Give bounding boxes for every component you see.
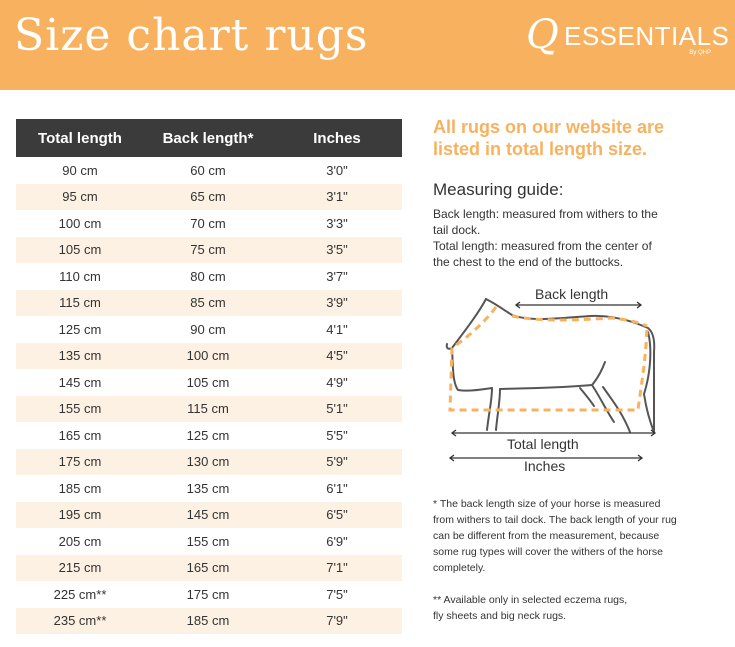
cell-back-length: 100 cm — [186, 348, 230, 364]
cell-total-length: 105 cm — [58, 242, 102, 258]
cell-inches: 3'1" — [326, 189, 348, 205]
cell-inches: 5'9" — [326, 454, 348, 470]
total-length-definition-1: Total length: measured from the center of — [433, 239, 652, 253]
header-total-length: Total length — [38, 129, 122, 147]
table-row — [16, 263, 402, 290]
cell-total-length: 205 cm — [58, 533, 102, 549]
cell-back-length: 135 cm — [186, 480, 230, 496]
rug-outline — [450, 307, 647, 410]
table-row — [16, 475, 402, 502]
footnote-line: * The back length size of your horse is measured — [433, 498, 661, 510]
table-body — [16, 157, 402, 634]
table-row — [16, 290, 402, 317]
cell-inches: 6'9" — [326, 533, 348, 549]
cell-back-length: 85 cm — [190, 295, 226, 311]
footnote-line: some rug types will cover the withers of the horse — [433, 546, 663, 558]
cell-total-length: 175 cm — [58, 454, 102, 470]
logo-byline: By QHP — [689, 50, 711, 56]
table-row — [16, 210, 402, 237]
table-row — [16, 528, 402, 555]
cell-inches: 4'1" — [326, 321, 348, 337]
table-row — [16, 502, 402, 529]
cell-inches: 6'1" — [326, 480, 348, 496]
cell-total-length: 135 cm — [58, 348, 102, 364]
footnote-line: fly sheets and big neck rugs. — [433, 610, 567, 622]
table-row — [16, 422, 402, 449]
brand-logo — [526, 12, 730, 64]
cell-inches: 5'5" — [326, 427, 348, 443]
cell-inches: 3'0" — [326, 162, 348, 178]
cell-total-length: 110 cm — [59, 268, 101, 284]
header-back-length: Back length* — [162, 129, 254, 147]
table-row — [16, 343, 402, 370]
cell-inches: 7'9" — [326, 613, 348, 629]
total-length-definition-2: the chest to the end of the buttocks. — [433, 255, 624, 269]
table-row — [16, 608, 402, 635]
footnote-line: from withers to tail dock. The back length of your rug — [433, 514, 677, 526]
table-row — [16, 316, 402, 343]
cell-inches: 3'5" — [326, 242, 348, 258]
cell-total-length: 235 cm** — [53, 613, 107, 629]
header-banner — [0, 0, 735, 90]
logo-q: Q — [526, 12, 559, 58]
inches-label: Inches — [524, 458, 566, 474]
cell-back-length: 70 cm — [190, 215, 226, 231]
cell-back-length: 165 cm — [186, 560, 230, 576]
cell-total-length: 215 cm — [58, 560, 102, 576]
back-length-definition-2: tail dock. — [433, 223, 481, 237]
measuring-guide-text — [433, 206, 723, 270]
table-row — [16, 184, 402, 211]
table-row — [16, 581, 402, 608]
table-row — [16, 237, 402, 264]
horse-measuring-diagram — [440, 282, 670, 482]
cell-total-length: 145 cm — [58, 374, 102, 390]
cell-inches: 4'5" — [326, 348, 348, 364]
cell-back-length: 65 cm — [190, 189, 226, 205]
cell-total-length: 155 cm — [58, 401, 102, 417]
footnote-line: completely. — [433, 562, 486, 574]
table-header — [16, 119, 402, 157]
cell-back-length: 145 cm — [186, 507, 230, 523]
cell-back-length: 80 cm — [190, 268, 226, 284]
table-row — [16, 555, 402, 582]
back-length-arrow — [516, 302, 641, 308]
cell-back-length: 175 cm — [186, 586, 230, 602]
cell-back-length: 90 cm — [190, 321, 226, 337]
cell-total-length: 90 cm — [62, 162, 98, 178]
cell-inches: 7'1" — [326, 560, 348, 576]
horse-illustration — [440, 282, 670, 482]
measuring-guide-title: Measuring guide: — [433, 180, 564, 199]
cell-total-length: 185 cm — [58, 480, 102, 496]
table-row — [16, 369, 402, 396]
cell-total-length: 195 cm — [58, 507, 102, 523]
cell-back-length: 60 cm — [190, 162, 226, 178]
cell-total-length: 115 cm — [59, 295, 101, 311]
cell-back-length: 115 cm — [187, 401, 229, 417]
cell-inches: 3'9" — [326, 295, 348, 311]
total-length-label: Total length — [507, 436, 579, 452]
cell-back-length: 75 cm — [190, 242, 226, 258]
header-inches: Inches — [313, 129, 361, 147]
cell-inches: 3'7" — [326, 268, 348, 284]
availability-footnote — [433, 592, 723, 624]
cell-inches: 6'5" — [326, 507, 348, 523]
cell-inches: 4'9" — [326, 374, 348, 390]
back-length-definition-1: Back length: measured from withers to the — [433, 207, 658, 221]
footnote-line: ** Available only in selected eczema rugs, — [433, 594, 628, 606]
cell-total-length: 225 cm** — [53, 586, 107, 602]
cell-inches: 7'5" — [326, 586, 348, 602]
size-notice — [433, 116, 723, 160]
cell-total-length: 125 cm — [58, 321, 102, 337]
cell-back-length: 185 cm — [186, 613, 230, 629]
cell-back-length: 125 cm — [186, 427, 230, 443]
cell-back-length: 130 cm — [186, 454, 230, 470]
page-title: Size chart rugs — [14, 10, 369, 61]
notice-line-1: All rugs on our website are — [433, 117, 665, 137]
back-length-label: Back length — [535, 286, 609, 302]
notice-line-2: listed in total length size. — [433, 139, 648, 159]
cell-total-length: 165 cm — [58, 427, 102, 443]
footnote-line: can be different from the measurement, because — [433, 530, 660, 542]
cell-inches: 5'1" — [326, 401, 348, 417]
size-chart-table — [16, 119, 402, 634]
table-row — [16, 449, 402, 476]
table-row — [16, 157, 402, 184]
back-length-footnote — [433, 496, 723, 576]
cell-back-length: 155 cm — [186, 533, 230, 549]
table-row — [16, 396, 402, 423]
cell-total-length: 95 cm — [62, 189, 98, 205]
cell-inches: 3'3" — [326, 215, 348, 231]
cell-total-length: 100 cm — [58, 215, 102, 231]
logo-wordmark: ESSENTIALS — [564, 21, 730, 51]
cell-back-length: 105 cm — [186, 374, 230, 390]
